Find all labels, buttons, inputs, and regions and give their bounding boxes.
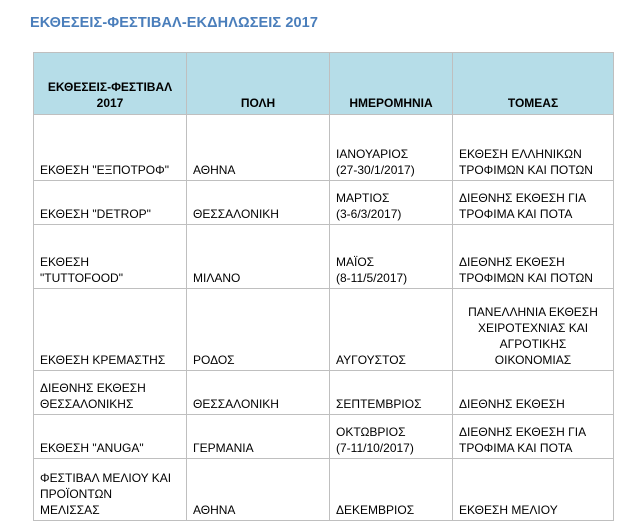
date-cell: ΜΑΡΤΙΟΣ (3-6/3/2017) [330, 181, 453, 225]
city-cell: ΑΘΗΝΑ [187, 115, 330, 181]
city-cell: ΘΕΣΣΑΛΟΝΙΚΗ [187, 181, 330, 225]
date-cell: ΑΥΓΟΥΣΤΟΣ [330, 289, 453, 371]
event-cell: ΕΚΘΕΣΗ "DETROP" [34, 181, 187, 225]
city-cell: ΘΕΣΣΑΛΟΝΙΚΗ [187, 371, 330, 415]
header-date: ΗΜΕΡΟΜΗΝΙΑ [330, 53, 453, 115]
date-cell: ΜΑΪΟΣ (8-11/5/2017) [330, 225, 453, 289]
header-events: ΕΚΘΕΣΕΙΣ-ΦΕΣΤΙΒΑΛ 2017 [34, 53, 187, 115]
table-row [34, 289, 614, 371]
city-cell: ΜΙΛΑΝΟ [187, 225, 330, 289]
events-table [33, 52, 614, 521]
document-title: ΕΚΘΕΣΕΙΣ-ΦΕΣΤΙΒΑΛ-ΕΚΔΗΛΩΣΕΙΣ 2017 [30, 15, 318, 31]
table-row [34, 225, 614, 289]
city-cell: ΓΕΡΜΑΝΙΑ [187, 415, 330, 459]
sector-cell: ΔΙΕΘΝΗΣ ΕΚΘΕΣΗ ΓΙΑ ΤΡΟΦΙΜΑ ΚΑΙ ΠΟΤΑ [453, 181, 614, 225]
event-cell: ΕΚΘΕΣΗ "ANUGA" [34, 415, 187, 459]
sector-cell: ΔΙΕΘΝΗΣ ΕΚΘΕΣΗ [453, 371, 614, 415]
sector-cell: ΕΚΘΕΣΗ ΜΕΛΙΟΥ [453, 459, 614, 521]
event-cell: ΕΚΘΕΣΗ "ΕΞΠΟΤΡΟΦ" [34, 115, 187, 181]
table-row [34, 459, 614, 521]
sector-cell: ΠΑΝΕΛΛΗΝΙΑ ΕΚΘΕΣΗ ΧΕΙΡΟΤΕΧΝΙΑΣ ΚΑΙ ΑΓΡΟΤΙΚΗΣ ΟΙΚΟΝΟΜΙΑΣ [453, 289, 614, 371]
event-cell: ΦΕΣΤΙΒΑΛ ΜΕΛΙΟΥ ΚΑΙ ΠΡΟΪΟΝΤΩΝ ΜΕΛΙΣΣΑΣ [34, 459, 187, 521]
date-cell: ΣΕΠΤΕΜΒΡΙΟΣ [330, 371, 453, 415]
city-cell: ΡΟΔΟΣ [187, 289, 330, 371]
table-row [34, 371, 614, 415]
date-cell: ΙΑΝΟΥΑΡΙΟΣ (27-30/1/2017) [330, 115, 453, 181]
event-cell: ΕΚΘΕΣΗ ΚΡΕΜΑΣΤΗΣ [34, 289, 187, 371]
sector-cell: ΔΙΕΘΝΗΣ ΕΚΘΕΣΗ ΤΡΟΦΙΜΩΝ ΚΑΙ ΠΟΤΩΝ [453, 225, 614, 289]
table-row [34, 181, 614, 225]
sector-cell: ΔΙΕΘΝΗΣ ΕΚΘΕΣΗ ΓΙΑ ΤΡΟΦΙΜΑ ΚΑΙ ΠΟΤΑ [453, 415, 614, 459]
table-header-row [34, 53, 614, 115]
event-cell: ΕΚΘΕΣΗ "TUTTOFOOD" [34, 225, 187, 289]
table-row [34, 115, 614, 181]
date-cell: ΔΕΚΕΜΒΡΙΟΣ [330, 459, 453, 521]
header-city: ΠΟΛΗ [187, 53, 330, 115]
header-sector: ΤΟΜΕΑΣ [453, 53, 614, 115]
sector-cell: ΕΚΘΕΣΗ ΕΛΛΗΝΙΚΩΝ ΤΡΟΦΙΜΩΝ ΚΑΙ ΠΟΤΩΝ [453, 115, 614, 181]
event-cell: ΔΙΕΘΝΗΣ ΕΚΘΕΣΗ ΘΕΣΣΑΛΟΝΙΚΗΣ [34, 371, 187, 415]
city-cell: ΑΘΗΝΑ [187, 459, 330, 521]
table-row [34, 415, 614, 459]
date-cell: ΟΚΤΩΒΡΙΟΣ (7-11/10/2017) [330, 415, 453, 459]
